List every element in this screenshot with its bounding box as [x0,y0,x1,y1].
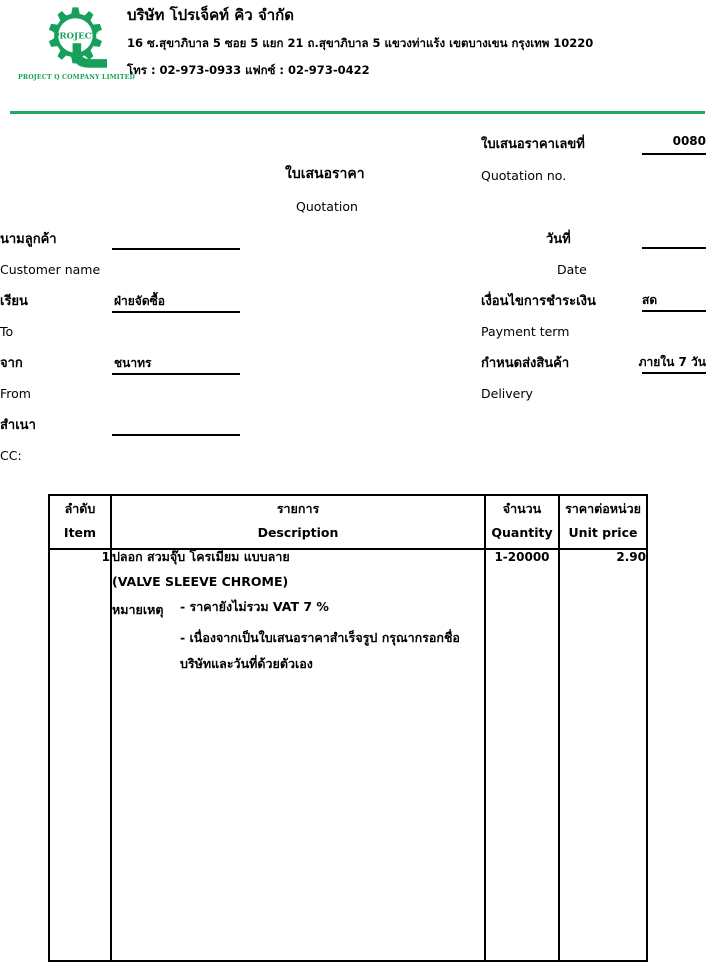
cell-quantity: 1-20000 [485,549,559,962]
column-header-quantity [485,495,559,549]
quotation-no-label-en: Quotation no. [481,168,567,183]
column-header-unit-price-en: Unit price [568,524,638,540]
from-value[interactable]: ชนาทร [114,356,152,370]
date-underline[interactable] [642,247,706,249]
note-line-3: บริษัทและวันที่ด้วยตัวเอง [180,655,313,671]
column-header-item-th: ลำดับ [64,501,96,516]
column-header-unit-price-th: ราคาต่อหน่วย [565,501,641,516]
delivery-underline [642,372,706,374]
delivery-value[interactable]: ภายใน 7 วัน [638,355,706,369]
customer-name-underline[interactable] [112,248,240,250]
document-title-th: ใบเสนอราคา [285,166,365,182]
to-label-th: เรียน [0,294,28,309]
table-row[interactable] [49,549,647,962]
item-note-first-row [112,600,484,620]
column-header-quantity-th: จำนวน [502,501,542,516]
company-address: 16 ซ.สุขาภิบาล 5 ซอย 5 แยก 21 ถ.สุขาภิบาล 5 แขวงท่าแร้ง เขตบางเขน กรุงเทพ 10220 [127,35,594,50]
payment-term-label-th: เงื่อนไขการชำระเงิน [481,294,596,309]
delivery-label-en: Delivery [481,386,533,401]
payment-term-label-en: Payment term [481,324,570,339]
company-name: บริษัท โปรเจ็คท์ คิว จำกัด [127,6,294,24]
company-phone: โทร : 02-973-0933 แฟกซ์ : 02-973-0422 [127,62,370,77]
note-line-2: - เนื่องจากเป็นใบเสนอราคาสำเร็จรูป กรุณากรอกชื่อ [180,630,460,646]
cc-label-en: CC: [0,448,22,463]
cc-underline[interactable] [112,434,240,436]
customer-name-label-th: นามลูกค้า [0,232,57,247]
column-header-item-en: Item [63,524,97,540]
header-divider [10,111,705,114]
from-label-th: จาก [0,356,23,371]
logo-inner-text: PROJECT [52,31,98,42]
company-logo [18,6,136,81]
to-value[interactable]: ฝ่ายจัดซื้อ [114,294,165,308]
cell-item-number: 1 [49,549,111,962]
date-label-th: วันที่ [546,232,571,247]
column-header-item [49,495,111,549]
quotation-no-label-th: ใบเสนอราคาเลขที่ [481,137,585,152]
quotation-no-value[interactable]: 0080 [672,134,706,148]
table-header-row [49,495,647,549]
column-header-description [111,495,485,549]
column-header-unit-price [559,495,647,549]
letterhead [0,0,718,105]
document-title-en: Quotation [296,199,358,214]
column-header-description-th: รายการ [276,501,320,516]
company-info [127,6,707,78]
note-label: หมายเหตุ [112,602,164,618]
item-description-th: ปลอก สวมจุ๊บ โครเมี่ยม แบบลาย [112,548,290,564]
cc-label-th: สำเนา [0,418,36,433]
cell-unit-price: 2.90 [559,549,647,962]
to-underline [112,311,240,313]
note-line-1: - ราคายังไม่รวม VAT 7 % [180,599,329,615]
logo-caption: PROJECT Q COMPANY LIMITED [18,74,136,81]
items-table [48,494,648,962]
cell-description [111,549,485,962]
customer-name-label-en: Customer name [0,262,101,277]
payment-term-underline [642,310,706,312]
to-label-en: To [0,324,14,339]
date-label-en: Date [557,262,587,277]
from-label-en: From [0,386,31,401]
delivery-label-th: กำหนดส่งสินค้า [481,356,570,371]
payment-term-value[interactable]: สด [642,293,658,307]
column-header-quantity-en: Quantity [491,524,553,540]
quotation-no-underline [642,153,706,155]
project-q-gear-logo-icon [38,6,110,72]
column-header-description-en: Description [257,524,339,540]
item-description-en: (VALVE SLEEVE CHROME) [112,573,289,589]
from-underline [112,373,240,375]
